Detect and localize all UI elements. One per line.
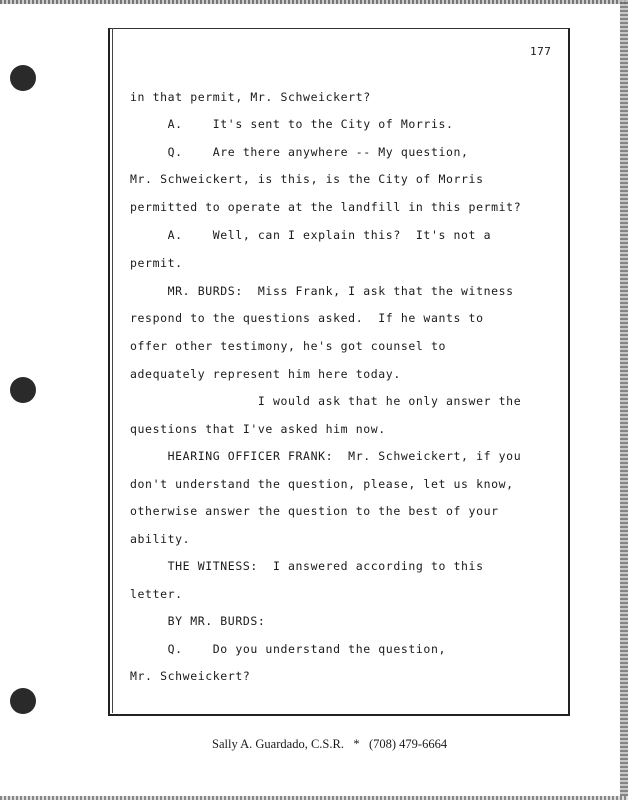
punch-hole-top <box>10 65 36 91</box>
punch-hole-middle <box>10 377 36 403</box>
transcript-line: letter. <box>130 587 183 601</box>
reporter-footer <box>212 737 447 752</box>
transcript-line: respond to the questions asked. If he wants to <box>130 311 484 325</box>
reporter-phone: (708) 479-6664 <box>368 737 448 751</box>
transcript-line: questions that I've asked him now. <box>130 422 386 436</box>
transcript-line: BY MR. BURDS: <box>130 614 266 628</box>
transcript-margin-line <box>112 28 113 713</box>
transcript-line: HEARING OFFICER FRANK: Mr. Schweickert, if you <box>130 449 522 463</box>
transcript-line: adequately represent him here today. <box>130 367 401 381</box>
transcript-line: I would ask that he only answer the <box>130 394 522 408</box>
transcript-line: permitted to operate at the landfill in this permit? <box>130 200 522 214</box>
transcript-line: don't understand the question, please, let us know, <box>130 477 514 491</box>
transcript-line: Q. Are there anywhere -- My question, <box>130 145 469 159</box>
punch-hole-bottom <box>10 688 36 714</box>
transcript-line: MR. BURDS: Miss Frank, I ask that the witness <box>130 284 514 298</box>
transcript-line: THE WITNESS: I answered according to this <box>130 559 484 573</box>
transcript-line: offer other testimony, he's got counsel to <box>130 339 446 353</box>
transcript-line: ability. <box>130 532 191 546</box>
transcript-line: A. Well, can I explain this? It's not a <box>130 228 492 242</box>
transcript-line: permit. <box>130 256 183 270</box>
transcript-line: A. It's sent to the City of Morris. <box>130 117 454 131</box>
transcript-line: Q. Do you understand the question, <box>130 642 446 656</box>
footer-separator: * <box>353 737 360 751</box>
reporter-name: Sally A. Guardado, C.S.R. <box>212 737 344 751</box>
transcript-line: otherwise answer the question to the best of your <box>130 504 499 518</box>
page-edge-right <box>620 0 628 800</box>
transcript-line: Mr. Schweickert? <box>130 669 251 683</box>
transcript-line: in that permit, Mr. Schweickert? <box>130 90 371 104</box>
page-edge-top <box>0 0 628 4</box>
page-edge-bottom <box>0 796 628 800</box>
page-number: 177 <box>530 45 552 58</box>
transcript-line: Mr. Schweickert, is this, is the City of Morris <box>130 172 484 186</box>
